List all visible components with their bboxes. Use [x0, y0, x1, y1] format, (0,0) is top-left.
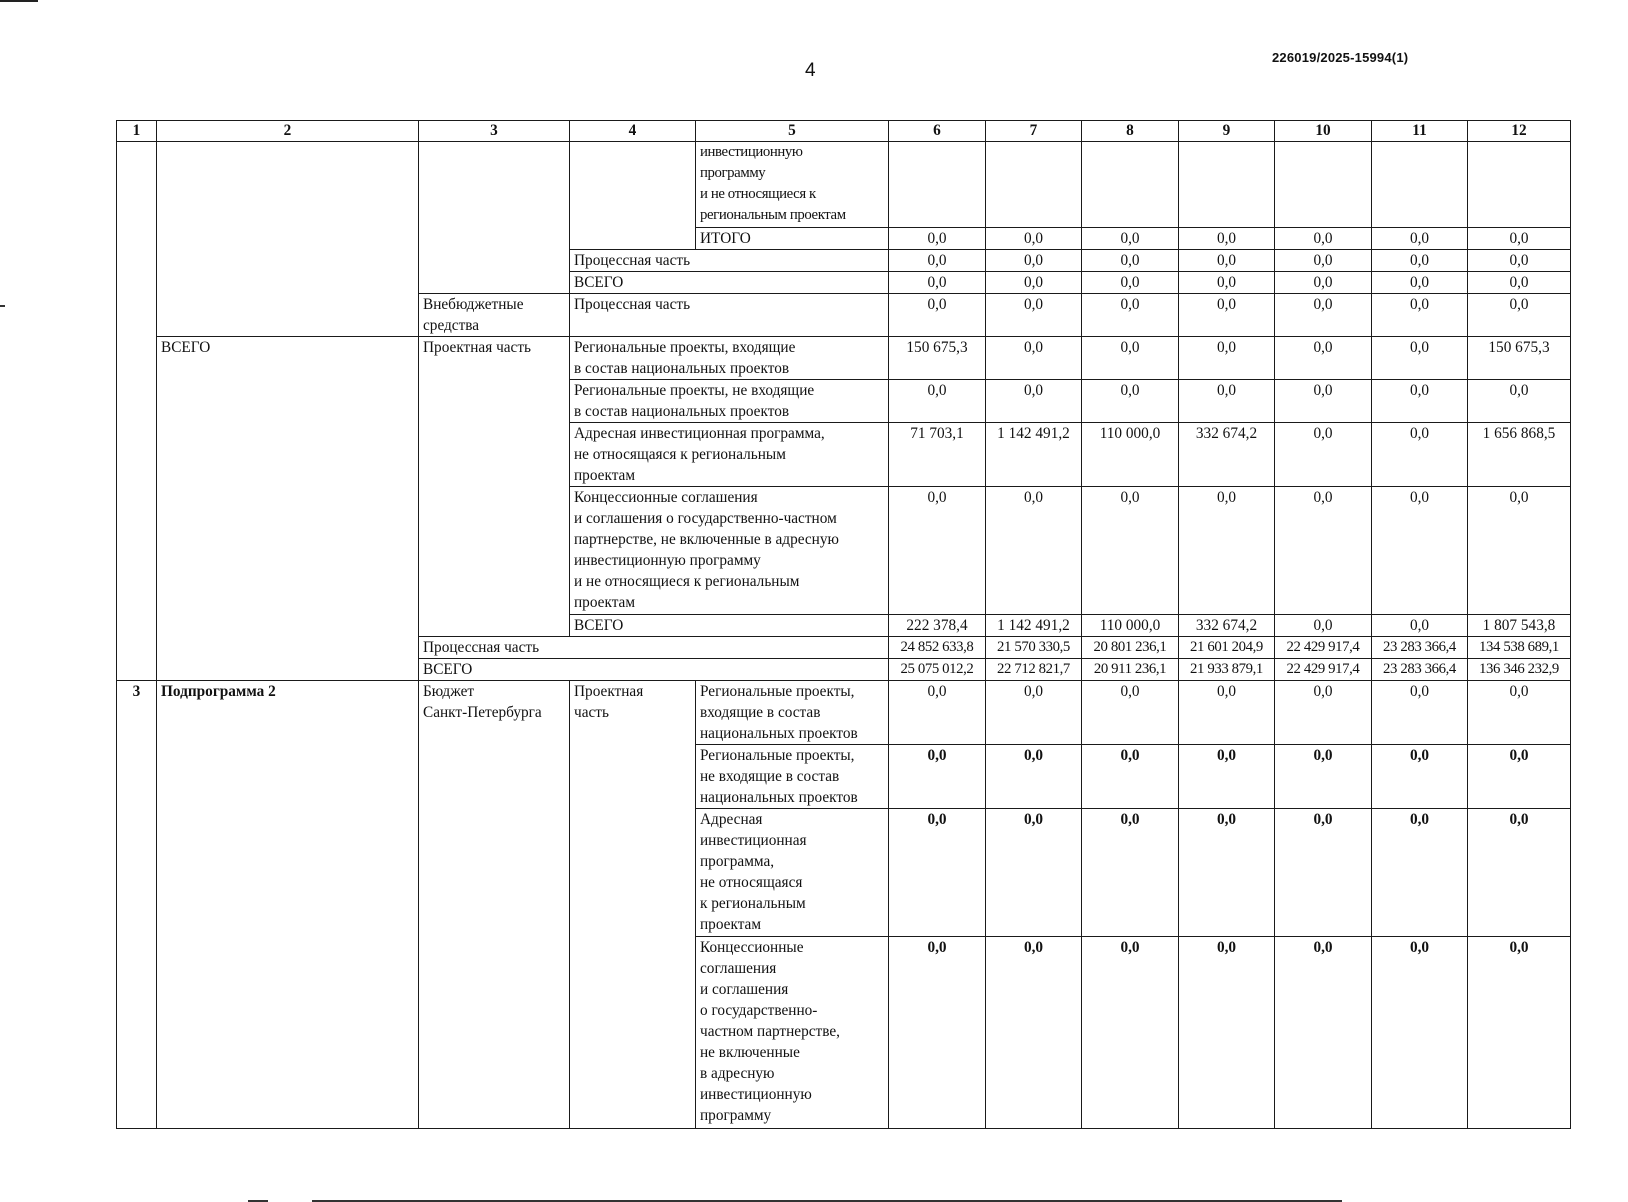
column-header: 12	[1468, 121, 1571, 142]
row-number-cell: 3	[117, 681, 157, 1129]
table-row	[117, 337, 1571, 380]
value-cell: 0,0	[1082, 937, 1179, 1129]
value-cell: 20 911 236,1	[1082, 659, 1179, 681]
value-cell: 0,0	[889, 809, 986, 937]
value-cell: 0,0	[1179, 487, 1275, 615]
value-cell: 0,0	[1372, 487, 1468, 615]
value-cell: 0,0	[1179, 809, 1275, 937]
table-row	[117, 681, 1571, 745]
value-cell	[1082, 142, 1179, 228]
value-cell: 0,0	[1179, 681, 1275, 745]
value-cell: 0,0	[889, 681, 986, 745]
value-cell: 0,0	[889, 272, 986, 294]
value-cell: 0,0	[986, 745, 1082, 809]
value-cell: 0,0	[1082, 380, 1179, 423]
table-header-row	[117, 121, 1571, 142]
column-header: 5	[696, 121, 889, 142]
value-cell: 0,0	[1179, 380, 1275, 423]
value-cell: 1 142 491,2	[986, 423, 1082, 487]
value-cell: 0,0	[986, 294, 1082, 337]
part-cell: Проектная часть	[570, 681, 696, 1129]
column-header: 8	[1082, 121, 1179, 142]
value-cell: 150 675,3	[889, 337, 986, 380]
value-cell: 22 429 917,4	[1275, 659, 1372, 681]
category-cell: Концессионные соглашения и соглашения о государственно-частном партнерстве, не включенные в адресную инвестиционную программу и не относящиеся к региональным проектам	[570, 487, 889, 615]
value-cell: 22 712 821,7	[986, 659, 1082, 681]
section-cell: ВСЕГО	[157, 337, 419, 681]
value-cell: 0,0	[1082, 272, 1179, 294]
value-cell: 0,0	[1082, 809, 1179, 937]
value-cell: 0,0	[1275, 423, 1372, 487]
category-cell: Адресная инвестиционная программа, не относящаяся к региональным проектам	[696, 809, 889, 937]
value-cell: 0,0	[889, 228, 986, 250]
section-cell	[157, 142, 419, 337]
value-cell: 0,0	[1179, 228, 1275, 250]
value-cell: 0,0	[1275, 228, 1372, 250]
value-cell: 110 000,0	[1082, 423, 1179, 487]
value-cell: 0,0	[1275, 615, 1372, 637]
value-cell: 20 801 236,1	[1082, 637, 1179, 659]
value-cell: 24 852 633,8	[889, 637, 986, 659]
value-cell: 0,0	[1468, 272, 1571, 294]
value-cell: 0,0	[1372, 423, 1468, 487]
value-cell: 0,0	[1275, 272, 1372, 294]
value-cell: 134 538 689,1	[1468, 637, 1571, 659]
scan-corner-mark	[0, 0, 38, 2]
value-cell: 0,0	[1372, 337, 1468, 380]
column-header: 6	[889, 121, 986, 142]
value-cell: 0,0	[1468, 294, 1571, 337]
column-header: 4	[570, 121, 696, 142]
column-header: 7	[986, 121, 1082, 142]
value-cell: 0,0	[1275, 250, 1372, 272]
category-cell: Процессная часть	[570, 294, 889, 337]
category-cell: инвестиционную программу и не относящиеся к региональным проектам	[696, 142, 889, 228]
part-cell	[570, 142, 696, 250]
category-cell: Адресная инвестиционная программа, не относящаяся к региональным проектам	[570, 423, 889, 487]
value-cell: 0,0	[986, 681, 1082, 745]
value-cell: 0,0	[1082, 228, 1179, 250]
value-cell: 1 142 491,2	[986, 615, 1082, 637]
value-cell: 23 283 366,4	[1372, 637, 1468, 659]
funding-source-cell	[419, 142, 570, 294]
column-header: 3	[419, 121, 570, 142]
value-cell: 0,0	[1082, 294, 1179, 337]
value-cell: 150 675,3	[1468, 337, 1571, 380]
value-cell: 0,0	[1468, 380, 1571, 423]
value-cell: 0,0	[1179, 937, 1275, 1129]
value-cell: 0,0	[1372, 681, 1468, 745]
value-cell	[986, 142, 1082, 228]
value-cell	[1275, 142, 1372, 228]
value-cell: 0,0	[889, 294, 986, 337]
value-cell: 71 703,1	[889, 423, 986, 487]
value-cell: 0,0	[889, 487, 986, 615]
page-number: 4	[805, 60, 816, 81]
table-row	[117, 142, 1571, 228]
column-header: 9	[1179, 121, 1275, 142]
value-cell: 23 283 366,4	[1372, 659, 1468, 681]
value-cell: 0,0	[986, 272, 1082, 294]
value-cell: 0,0	[1275, 937, 1372, 1129]
section-cell: Подпрограмма 2	[157, 681, 419, 1129]
value-cell: 0,0	[986, 337, 1082, 380]
value-cell: 0,0	[1372, 228, 1468, 250]
category-cell: Процессная часть	[419, 637, 889, 659]
category-cell: Региональные проекты, не входящие в состав национальных проектов	[696, 745, 889, 809]
value-cell: 0,0	[1275, 487, 1372, 615]
value-cell: 21 601 204,9	[1179, 637, 1275, 659]
value-cell: 0,0	[986, 380, 1082, 423]
value-cell: 0,0	[889, 250, 986, 272]
category-cell: Процессная часть	[570, 250, 889, 272]
value-cell: 0,0	[1372, 380, 1468, 423]
value-cell: 0,0	[1372, 250, 1468, 272]
value-cell: 0,0	[1372, 745, 1468, 809]
value-cell: 21 570 330,5	[986, 637, 1082, 659]
value-cell: 0,0	[1179, 745, 1275, 809]
category-cell: Региональные проекты, входящие в состав национальных проектов	[570, 337, 889, 380]
value-cell	[1468, 142, 1571, 228]
funding-source-cell: Проектная часть	[419, 337, 570, 637]
budget-table	[116, 120, 1571, 1129]
value-cell	[1372, 142, 1468, 228]
value-cell: 0,0	[986, 809, 1082, 937]
value-cell: 1 807 543,8	[1468, 615, 1571, 637]
category-cell: Региональные проекты, входящие в состав национальных проектов	[696, 681, 889, 745]
value-cell: 0,0	[1372, 294, 1468, 337]
value-cell: 0,0	[1082, 681, 1179, 745]
value-cell: 0,0	[986, 250, 1082, 272]
column-header: 10	[1275, 121, 1372, 142]
value-cell: 0,0	[1468, 250, 1571, 272]
column-header: 2	[157, 121, 419, 142]
value-cell: 0,0	[1179, 337, 1275, 380]
value-cell: 332 674,2	[1179, 615, 1275, 637]
category-cell: Региональные проекты, не входящие в состав национальных проектов	[570, 380, 889, 423]
category-cell: ВСЕГО	[570, 615, 889, 637]
category-cell: ВСЕГО	[419, 659, 889, 681]
value-cell: 0,0	[1275, 294, 1372, 337]
value-cell: 0,0	[889, 937, 986, 1129]
value-cell: 0,0	[1372, 272, 1468, 294]
value-cell: 0,0	[1082, 745, 1179, 809]
value-cell: 0,0	[1082, 487, 1179, 615]
value-cell: 0,0	[889, 745, 986, 809]
value-cell	[1179, 142, 1275, 228]
value-cell: 0,0	[1275, 745, 1372, 809]
value-cell: 0,0	[1179, 272, 1275, 294]
value-cell: 0,0	[1372, 809, 1468, 937]
value-cell: 0,0	[1468, 228, 1571, 250]
value-cell: 0,0	[1275, 337, 1372, 380]
scan-edge-mark	[0, 305, 5, 307]
category-cell: ВСЕГО	[570, 272, 889, 294]
value-cell: 21 933 879,1	[1179, 659, 1275, 681]
value-cell: 0,0	[1468, 809, 1571, 937]
column-header: 11	[1372, 121, 1468, 142]
document-id: 226019/2025-15994(1)	[1272, 50, 1409, 65]
value-cell: 0,0	[1275, 380, 1372, 423]
value-cell: 1 656 868,5	[1468, 423, 1571, 487]
category-cell: Концессионные соглашения и соглашения о государственно- частном партнерстве, не включенные в адресную инвестиционную программу	[696, 937, 889, 1129]
value-cell: 0,0	[1372, 937, 1468, 1129]
category-cell: ИТОГО	[696, 228, 889, 250]
funding-source-cell: Бюджет Санкт-Петербурга	[419, 681, 570, 1129]
value-cell: 22 429 917,4	[1275, 637, 1372, 659]
value-cell: 0,0	[1179, 250, 1275, 272]
value-cell: 0,0	[1468, 745, 1571, 809]
funding-source-cell: Внебюджетные средства	[419, 294, 570, 337]
value-cell: 0,0	[1275, 681, 1372, 745]
value-cell: 0,0	[1275, 809, 1372, 937]
row-number-cell	[117, 142, 157, 681]
value-cell: 0,0	[1468, 937, 1571, 1129]
value-cell: 0,0	[889, 380, 986, 423]
value-cell: 0,0	[1468, 487, 1571, 615]
value-cell: 0,0	[986, 228, 1082, 250]
value-cell: 0,0	[1372, 615, 1468, 637]
value-cell: 0,0	[1179, 294, 1275, 337]
value-cell: 110 000,0	[1082, 615, 1179, 637]
value-cell: 0,0	[1082, 250, 1179, 272]
value-cell: 0,0	[986, 487, 1082, 615]
value-cell	[889, 142, 986, 228]
value-cell: 332 674,2	[1179, 423, 1275, 487]
value-cell: 0,0	[1082, 337, 1179, 380]
value-cell: 222 378,4	[889, 615, 986, 637]
value-cell: 0,0	[1468, 681, 1571, 745]
value-cell: 25 075 012,2	[889, 659, 986, 681]
value-cell: 136 346 232,9	[1468, 659, 1571, 681]
value-cell: 0,0	[986, 937, 1082, 1129]
column-header: 1	[117, 121, 157, 142]
